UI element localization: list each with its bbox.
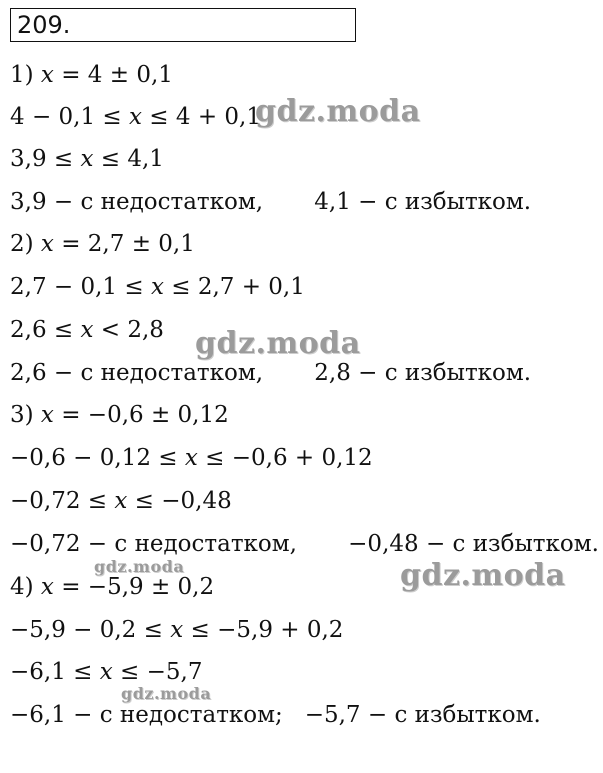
variable: x	[80, 146, 94, 172]
solution-line	[10, 529, 599, 559]
variable: x	[114, 488, 128, 514]
solution-line	[10, 358, 531, 388]
watermark: gdz.moda	[94, 557, 185, 576]
line-text: 2,7 − 0,1 ≤	[10, 274, 151, 300]
line-text: 4)	[10, 574, 41, 600]
solution-line	[10, 144, 164, 174]
watermark: gdz.moda	[255, 94, 421, 129]
line-text: −6,1 ≤	[10, 659, 100, 685]
variable: x	[184, 445, 198, 471]
line-text: = −0,6 ± 0,12	[53, 402, 229, 428]
line-text: 1)	[10, 62, 41, 88]
solution-line	[10, 315, 164, 345]
solution-line	[10, 60, 173, 90]
problem-number-box	[10, 8, 356, 42]
solution-line	[10, 443, 373, 473]
variable: x	[80, 317, 94, 343]
line-text: −0,72 − с недостатком, −0,48 − с избытком.	[10, 531, 599, 557]
watermark: gdz.moda	[400, 558, 566, 593]
variable: x	[40, 231, 54, 257]
solution-line	[10, 187, 531, 217]
solution-line	[10, 400, 229, 430]
line-text: −6,1 − с недостатком; −5,7 − с избытком.	[10, 702, 541, 728]
variable: x	[40, 574, 54, 600]
variable: x	[40, 62, 54, 88]
variable: x	[170, 617, 184, 643]
problem-number: 209.	[17, 11, 71, 39]
line-text: 2)	[10, 231, 41, 257]
solution-line	[10, 657, 202, 687]
line-text: −5,9 − 0,2 ≤	[10, 617, 171, 643]
watermark: gdz.moda	[121, 684, 212, 703]
solution-line	[10, 486, 232, 516]
solution-line	[10, 229, 195, 259]
solution-line	[10, 572, 214, 602]
line-text: 2,6 ≤	[10, 317, 81, 343]
solution-line	[10, 615, 343, 645]
line-text: 3,9 − с недостатком, 4,1 − с избытком.	[10, 189, 532, 215]
variable: x	[40, 402, 54, 428]
line-text: < 2,8	[93, 317, 164, 343]
watermark: gdz.moda	[195, 326, 361, 361]
solution-line	[10, 272, 305, 302]
line-text: ≤ −5,7	[112, 659, 203, 685]
line-text: −0,6 − 0,12 ≤	[10, 445, 185, 471]
line-text: = −5,9 ± 0,2	[53, 574, 215, 600]
line-text: −0,72 ≤	[10, 488, 115, 514]
line-text: 2,6 − с недостатком, 2,8 − с избытком.	[10, 360, 532, 386]
solution-line	[10, 102, 261, 132]
line-text: ≤ 4 + 0,1	[141, 104, 261, 130]
line-text: 3,9 ≤	[10, 146, 81, 172]
variable: x	[150, 274, 164, 300]
line-text: ≤ −0,48	[127, 488, 232, 514]
solution-line	[10, 700, 541, 730]
line-text: = 2,7 ± 0,1	[53, 231, 195, 257]
variable: x	[129, 104, 142, 130]
variable: x	[99, 659, 113, 685]
line-text: ≤ −0,6 + 0,12	[197, 445, 373, 471]
line-text: = 4 ± 0,1	[53, 62, 173, 88]
line-text: ≤ 2,7 + 0,1	[163, 274, 305, 300]
line-text: 4 − 0,1 ≤	[10, 104, 129, 130]
line-text: ≤ −5,9 + 0,2	[183, 617, 344, 643]
line-text: ≤ 4,1	[93, 146, 164, 172]
line-text: 3)	[10, 402, 41, 428]
